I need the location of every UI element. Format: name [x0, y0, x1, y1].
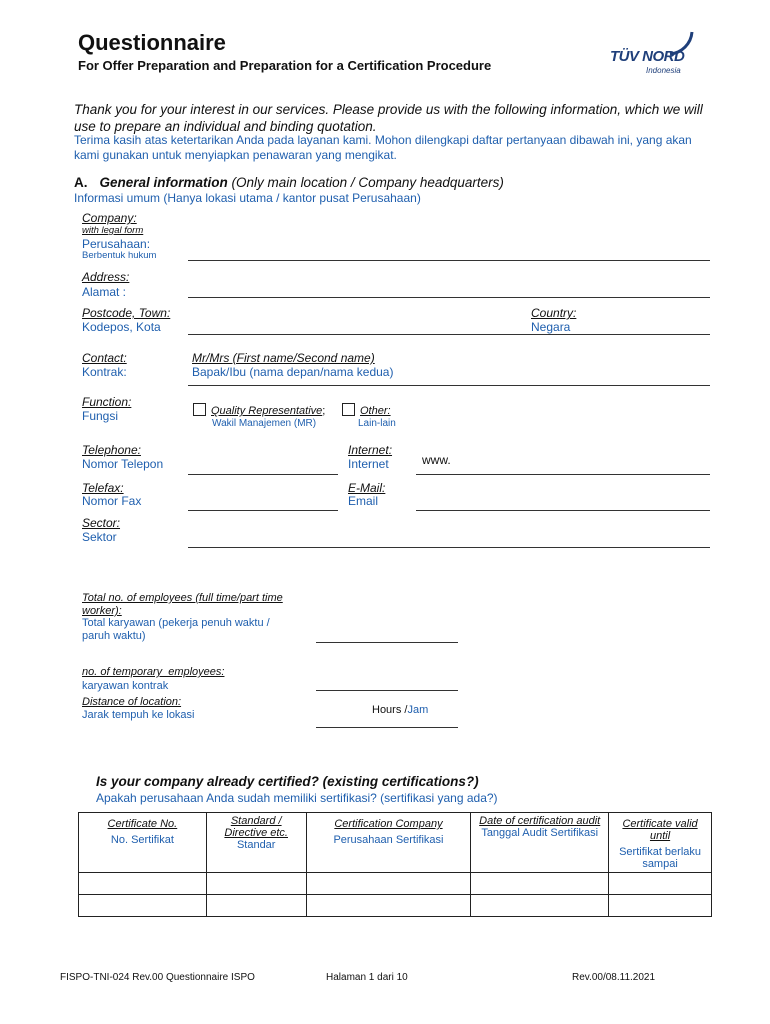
internet-input-line[interactable]: [416, 474, 710, 475]
column-label-id: Sertifikat berlaku sampai: [619, 846, 702, 870]
column-label-en: Certificate No.: [107, 818, 178, 830]
other-label-id: Lain-lain: [358, 418, 396, 429]
column-label-en: Standard / Directive etc.: [224, 815, 288, 839]
page-title: Questionnaire: [78, 30, 226, 55]
section-letter: A.: [74, 175, 88, 190]
email-label-id: Email: [348, 494, 379, 508]
intro-text-en: Thank you for your interest in our services. Please provide us with the following information, which we will use to prepare an individual and binding quotation.: [74, 102, 703, 134]
certified-question: Is your company already certified? (existing certifications?): [96, 774, 479, 789]
quality-representative-checkbox[interactable]: [193, 403, 206, 416]
section-title-note: (Only main location / Company headquarters): [231, 175, 504, 190]
quality-representative-label: Quality Representative: [211, 405, 323, 417]
postcode-label-id: Kodepos, Kota: [82, 320, 161, 334]
company-legal-form-note-id: Berbentuk hukum: [82, 250, 157, 261]
footer-revision: Rev.00/08.11.2021: [572, 972, 656, 983]
table-cell[interactable]: [306, 873, 471, 895]
footer-page-number: Halaman 1 dari 10: [326, 972, 408, 983]
certified-question-id: Apakah perusahaan Anda sudah memiliki sertifikasi? (sertifikasi yang ada?): [96, 791, 498, 805]
postcode-input-line[interactable]: [188, 334, 710, 335]
other-option[interactable]: [342, 403, 391, 417]
hours-label-id: Jam: [407, 704, 429, 716]
column-header-standard: [206, 813, 306, 873]
address-input-line[interactable]: [188, 297, 710, 298]
telephone-label: Telephone:: [82, 443, 141, 457]
telephone-input-line[interactable]: [188, 474, 338, 475]
qr-separator: ;: [322, 405, 326, 417]
employees-label: Total no. of employees (full time/part time worker):: [82, 592, 283, 617]
section-title: General information: [99, 175, 228, 190]
contact-name-label: Mr/Mrs (First name/Second name): [192, 351, 375, 365]
telephone-label-id: Nomor Telepon: [82, 457, 164, 471]
distance-label-id: Jarak tempuh ke lokasi: [82, 709, 195, 721]
internet-label-id: Internet: [348, 457, 389, 471]
address-label: Address:: [82, 270, 130, 284]
table-cell[interactable]: [79, 895, 207, 917]
function-label: Function:: [82, 395, 132, 409]
section-a-subtitle: Informasi umum (Hanya lokasi utama / kantor pusat Perusahaan): [74, 191, 421, 205]
country-label-id: Negara: [531, 320, 571, 334]
company-label: Company:: [82, 211, 137, 225]
country-label: Country:: [531, 306, 577, 320]
hours-label: Hours /: [372, 704, 408, 716]
distance-label: Distance of location:: [82, 696, 182, 708]
contact-name-label-id: Bapak/Ibu (nama depan/nama kedua): [192, 365, 394, 379]
contact-label: Contact:: [82, 351, 127, 365]
table-cell[interactable]: [609, 895, 712, 917]
email-input-line[interactable]: [416, 510, 710, 511]
page-subtitle: For Offer Preparation and Preparation for a Certification Procedure: [78, 58, 492, 73]
table-cell[interactable]: [206, 895, 306, 917]
table-cell[interactable]: [471, 895, 609, 917]
certifications-table: [78, 812, 712, 917]
other-label: Other:: [360, 405, 391, 417]
quality-representative-option[interactable]: [193, 403, 325, 417]
company-legal-form-note: with legal form: [82, 225, 144, 236]
column-header-certificate-no: [79, 813, 207, 873]
other-checkbox[interactable]: [342, 403, 355, 416]
column-label-en: Certificate valid until: [622, 818, 698, 842]
column-label-id: No. Sertifikat: [110, 834, 174, 846]
contact-input-line[interactable]: [188, 385, 710, 386]
table-header-row: [79, 813, 712, 873]
internet-label: Internet:: [348, 443, 393, 457]
footer-doc-id: FISPO-TNI-024 Rev.00 Questionnaire ISPO: [60, 972, 255, 983]
table-row: [79, 895, 712, 917]
www-prefix: www.: [422, 453, 451, 467]
table-cell[interactable]: [609, 873, 712, 895]
column-label-id: Perusahaan Sertifikasi: [333, 834, 444, 846]
table-cell[interactable]: [306, 895, 471, 917]
column-label-en: Certification Company: [334, 818, 443, 830]
distance-input-line[interactable]: [316, 727, 458, 728]
logo-subtext: Indonesia: [646, 66, 681, 75]
logo-text: TÜV NORD: [610, 48, 685, 65]
company-logo: [608, 24, 708, 80]
hours-unit: [372, 704, 428, 716]
intro-text-id: Terima kasih atas ketertarikan Anda pada layanan kami. Mohon dilengkapi daftar pertanyaan dibawah ini, yang akan kami gunakan untuk menyiapkan penawaran yang mengikat.: [74, 133, 692, 162]
temporary-employees-input-line[interactable]: [316, 690, 458, 691]
column-header-valid-until: [609, 813, 712, 873]
column-label-id: Tanggal Audit Sertifikasi: [481, 827, 599, 839]
sector-label-id: Sektor: [82, 530, 117, 544]
column-label-en: Date of certification audit: [479, 815, 601, 827]
sector-label: Sector:: [82, 516, 121, 530]
column-header-certification-company: [306, 813, 471, 873]
section-a-heading: [74, 175, 504, 190]
temporary-employees-label-id: karyawan kontrak: [82, 680, 169, 692]
employees-label-id: Total karyawan (pekerja penuh waktu / paruh waktu): [82, 617, 270, 642]
contact-label-id: Kontrak:: [82, 365, 127, 379]
table-cell[interactable]: [206, 873, 306, 895]
table-cell[interactable]: [471, 873, 609, 895]
employees-input-line[interactable]: [316, 642, 458, 643]
telefax-label-id: Nomor Fax: [82, 494, 142, 508]
temporary-employees-label: no. of temporary employees:: [82, 666, 225, 678]
quality-representative-label-id: Wakil Manajemen (MR): [212, 418, 317, 429]
address-label-id: Alamat :: [82, 285, 127, 299]
column-label-id: Standar: [236, 839, 276, 851]
column-header-audit-date: [471, 813, 609, 873]
company-label-id: Perusahaan:: [82, 237, 151, 251]
table-row: [79, 873, 712, 895]
email-label: E-Mail:: [348, 481, 386, 495]
postcode-label: Postcode, Town:: [82, 306, 171, 320]
telefax-label: Telefax:: [82, 481, 124, 495]
function-label-id: Fungsi: [82, 409, 119, 423]
table-cell[interactable]: [79, 873, 207, 895]
telefax-input-line[interactable]: [188, 510, 338, 511]
sector-input-line[interactable]: [188, 547, 710, 548]
company-input-line[interactable]: [188, 260, 710, 261]
